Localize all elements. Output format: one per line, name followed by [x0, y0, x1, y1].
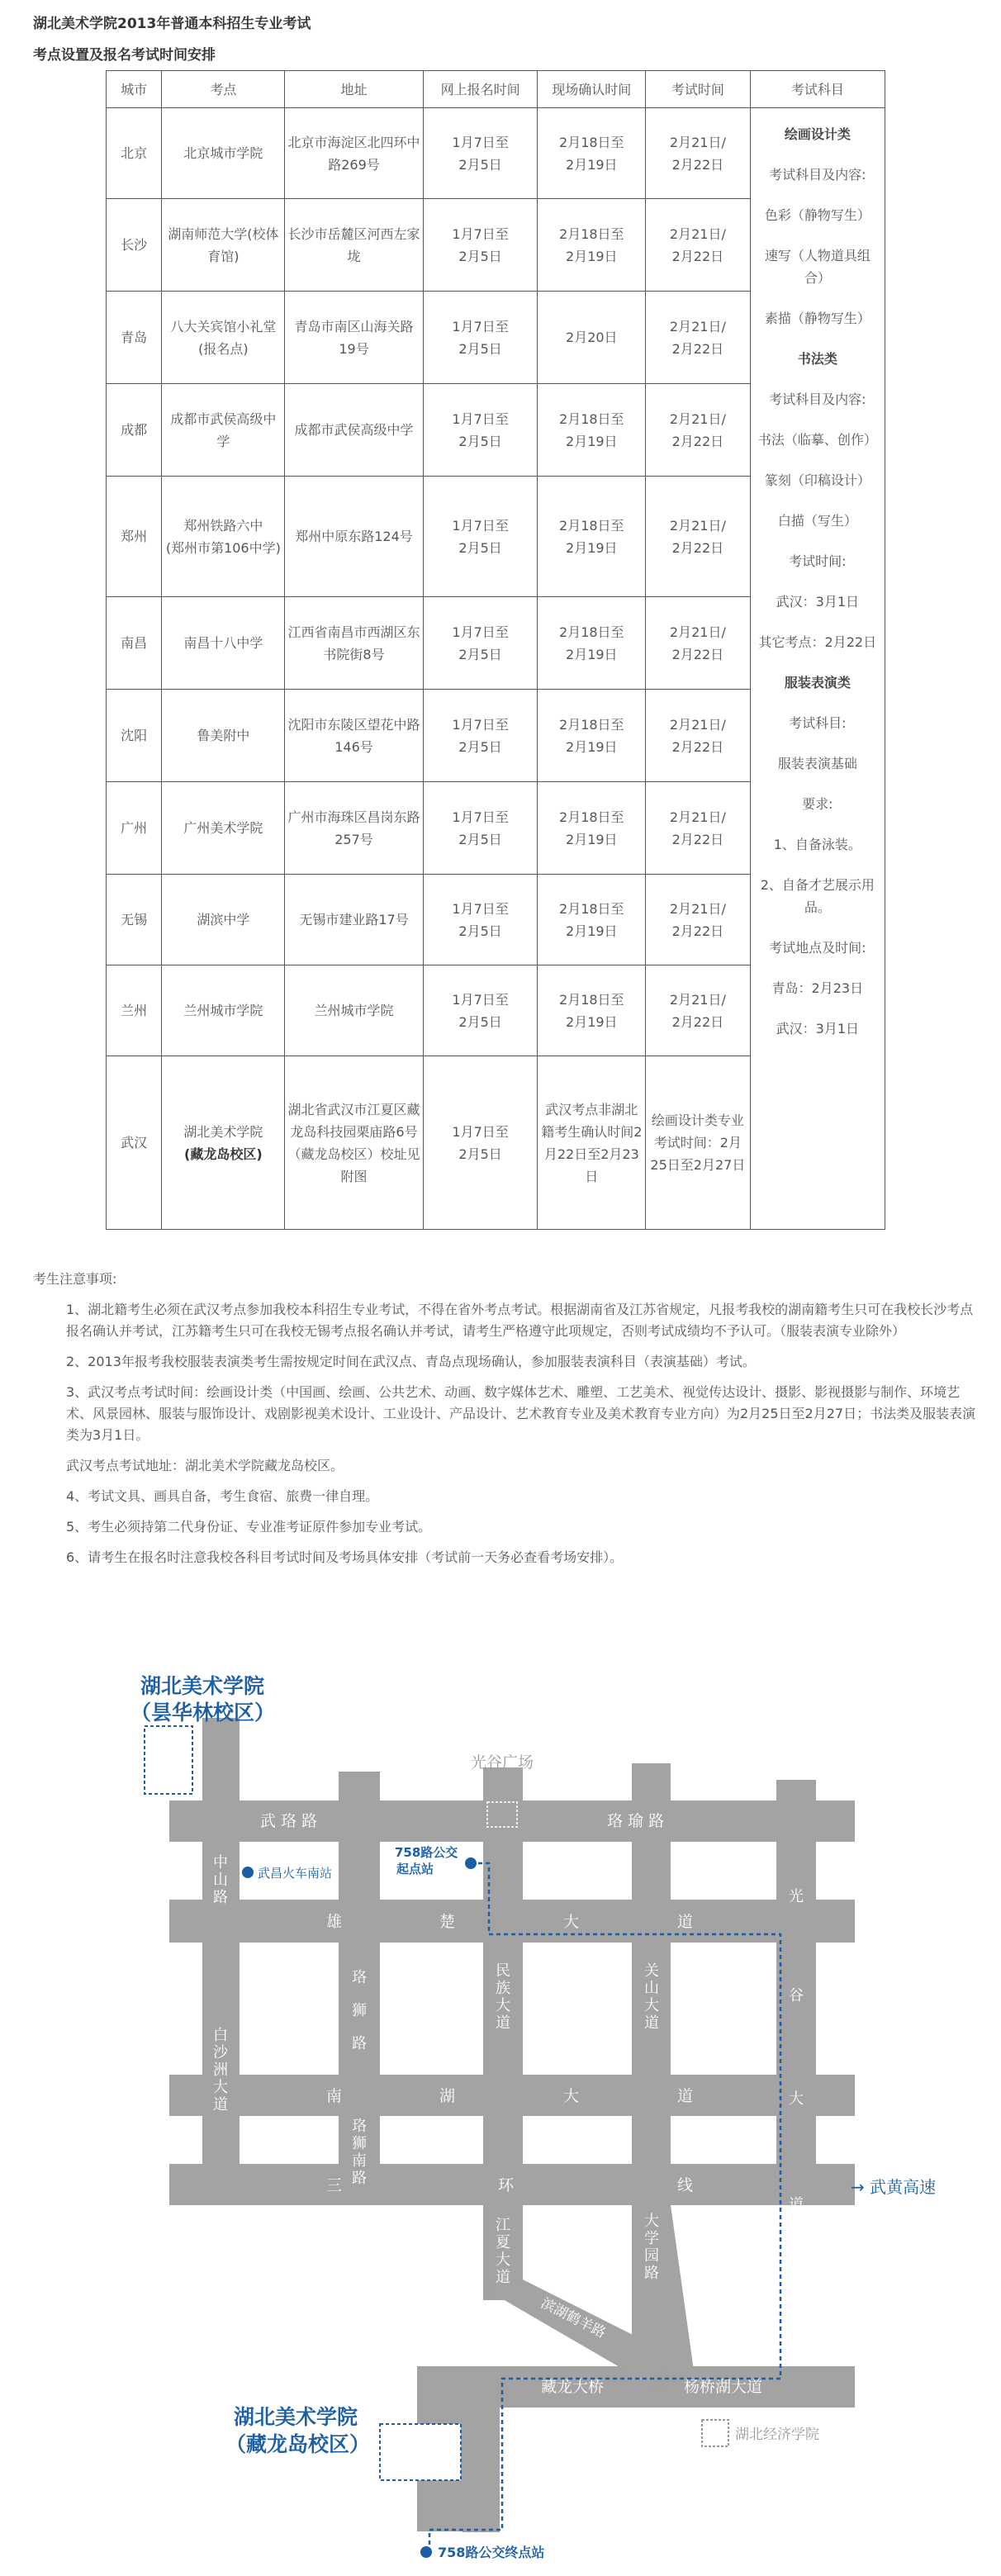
guanggu-square-label: 光谷广场	[471, 1753, 534, 1772]
address-cell	[285, 292, 423, 384]
exam-time-cell	[646, 292, 751, 384]
address-cell-text: 北京市海淀区北四环中路269号	[287, 134, 420, 173]
road-label-baisha: 道	[213, 2096, 228, 2113]
exam-time-cell-text: 2月22日	[671, 433, 724, 449]
subject-line: 考试科目及内容:	[769, 391, 866, 407]
note-item: 1、湖北籍考生必须在武汉考点参加我校本科招生专业考试，不得在省外考点考试。根据湖南省及江苏省规定，凡报考我校的湖南籍考生只可在我校长沙考点报名确认并考试，江苏籍考生只可在我校无锡考点报名确认并考试，请考生严格遵守此项规定，否则考试成绩均不予认可。（服装表演专业除外）	[66, 1302, 974, 1339]
note-item: 5、考生必须持第二代身份证、专业准考证原件参加专业考试。	[66, 1519, 432, 1535]
venue-cell-text: 广州美术学院	[183, 820, 263, 836]
subject-line: 服装表演基础	[777, 756, 857, 771]
road-label-guanggu-ave: 谷	[789, 1987, 804, 2004]
confirm-cell-text: 2月19日	[566, 646, 618, 662]
online-cell	[423, 292, 538, 384]
column-header: 考试时间	[646, 71, 751, 108]
online-cell-text: 1月7日至	[452, 900, 509, 917]
road-label-guanshan: 大	[644, 1997, 659, 2014]
confirm-cell-text: 2月19日	[566, 433, 618, 449]
city-cell	[107, 1056, 162, 1230]
subject-line: 色彩（静物写生）	[764, 207, 871, 223]
column-header: 地址	[285, 71, 423, 108]
confirm-cell-text: 2月18日至	[559, 410, 624, 427]
road-label-nanhu: 南	[326, 2087, 343, 2105]
venue-cell	[162, 875, 285, 965]
confirm-cell-text: 2月18日至	[559, 900, 624, 917]
road-label-guanggu-ave: 道	[789, 2196, 804, 2213]
road-label-luoshi-south: 狮	[352, 2135, 367, 2152]
city-cell-text: 长沙	[121, 237, 148, 253]
subject-line: 素描（静物写生）	[764, 311, 871, 326]
confirm-cell	[538, 384, 646, 477]
exam-time-cell	[646, 477, 751, 597]
address-cell-text: 湖北省武汉市江夏区藏龙岛科技园栗庙路6号（藏龙岛校区）校址见附图	[287, 1101, 420, 1184]
city-cell-text: 北京	[121, 145, 148, 161]
subject-line: 考试科目:	[789, 715, 847, 731]
subject-line: 考试科目及内容:	[769, 167, 866, 183]
exam-time-cell-text: 2月21日/	[669, 716, 726, 733]
road-label-xiongchu: 道	[677, 1913, 694, 1931]
city-cell	[107, 597, 162, 690]
road-label-guanshan: 山	[644, 1980, 659, 1997]
exam-time-cell	[646, 597, 751, 690]
top-campus-district: （昙华林校区）	[130, 1701, 276, 1724]
exam-time-cell-text: 2月22日	[671, 248, 724, 264]
address-cell	[285, 965, 423, 1056]
confirm-cell	[538, 875, 646, 965]
venue-cell-text: (藏龙岛校区)	[184, 1146, 263, 1162]
address-cell	[285, 477, 423, 597]
venue-cell	[162, 782, 285, 875]
exam-time-cell-text: 绘画设计类专业考试时间：2月25日至2月27日	[650, 1112, 746, 1173]
exam-time-cell-text: 2月21日/	[669, 225, 726, 242]
wuchang-station-dot	[242, 1867, 254, 1878]
road-label-sanhuan: 线	[677, 2176, 694, 2194]
road-label-minzu: 道	[496, 2014, 510, 2032]
address-cell	[285, 199, 423, 292]
document-title: 湖北美术学院2013年普通本科招生专业考试	[33, 16, 311, 32]
subject-line: 服装表演类	[784, 675, 851, 690]
online-cell-text: 1月7日至	[452, 991, 509, 1008]
top-campus-name: 湖北美术学院	[140, 1674, 265, 1698]
subject-line: 书法类	[797, 351, 837, 367]
road-label-xiongchu: 雄	[326, 1913, 343, 1931]
exam-time-cell	[646, 965, 751, 1056]
exam-time-cell-text: 2月21日/	[669, 809, 726, 825]
road-label-guanggu-ave: 光	[789, 1888, 804, 1905]
road-label-luoshi-south: 南	[352, 2152, 367, 2170]
venue-cell	[162, 965, 285, 1056]
venue-cell-text: 八大关宾馆小礼堂(报名点)	[170, 318, 277, 357]
venue-cell-text: 兰州城市学院	[183, 1003, 263, 1018]
online-cell	[423, 690, 538, 782]
confirm-cell-text: 2月19日	[566, 831, 618, 847]
exam-schedule-table	[106, 70, 885, 1230]
exam-time-cell-text: 2月22日	[671, 539, 724, 556]
confirm-cell	[538, 690, 646, 782]
address-cell-text: 江西省南昌市西湖区东书院街8号	[287, 624, 420, 662]
road-label-baisha: 白	[213, 2027, 228, 2044]
road-label-nanhu: 湖	[439, 2087, 456, 2105]
road-label-daxueyuan: 路	[644, 2265, 659, 2282]
address-cell	[285, 782, 423, 875]
document-subtitle: 考点设置及报名考试时间安排	[33, 47, 216, 64]
road-label-luoshi: 珞	[352, 1969, 367, 1986]
exam-time-cell-text: 2月22日	[671, 923, 724, 939]
road-label-jiangxia: 夏	[496, 2234, 510, 2251]
road-label-binhu: 滨湖鹤羊路	[538, 2294, 609, 2342]
confirm-cell-text: 2月19日	[566, 539, 618, 556]
exam-time-cell	[646, 1056, 751, 1230]
confirm-cell	[538, 477, 646, 597]
address-cell-text: 沈阳市东陵区望花中路146号	[287, 716, 420, 755]
online-cell	[423, 108, 538, 199]
confirm-cell-text: 2月18日至	[559, 517, 624, 534]
exam-time-cell	[646, 108, 751, 199]
venue-cell-text: 北京城市学院	[183, 145, 263, 161]
address-cell	[285, 384, 423, 477]
city-cell	[107, 384, 162, 477]
subject-line: 白描（写生）	[777, 513, 857, 529]
road-label-wuluo: 武 珞 路	[260, 1812, 318, 1830]
road-label-xiongchu: 大	[563, 1913, 580, 1931]
online-cell-text: 2月5日	[458, 539, 502, 556]
city-cell	[107, 199, 162, 292]
venue-cell-text: 南昌十八中学	[183, 635, 263, 651]
confirm-cell	[538, 1056, 646, 1230]
venue-cell-text: 湖北美术学院	[183, 1123, 263, 1140]
exam-time-cell-text: 2月22日	[671, 340, 724, 357]
city-cell	[107, 782, 162, 875]
online-cell-text: 1月7日至	[452, 809, 509, 825]
note-item: 4、考试文具、画具自备，考生食宿、旅费一律自理。	[66, 1488, 379, 1504]
subject-line: 武汉：3月1日	[776, 594, 860, 610]
online-cell-text: 1月7日至	[452, 517, 509, 534]
economic-college-label: 湖北经济学院	[735, 2427, 819, 2443]
venue-cell-text: 成都市武侯高级中学	[170, 410, 277, 449]
subject-line: 书法（临摹、创作）	[757, 432, 877, 448]
confirm-cell-text: 2月19日	[566, 156, 618, 173]
confirm-cell-text: 2月18日至	[559, 225, 624, 242]
city-cell	[107, 965, 162, 1056]
online-cell-text: 2月5日	[458, 923, 502, 939]
road-label-jiangxia: 大	[496, 2251, 510, 2269]
address-cell-text: 郑州中原东路124号	[295, 529, 413, 544]
top-campus-marker	[145, 1726, 192, 1794]
venue-cell-text: 郑州铁路六中	[183, 517, 263, 534]
road-label-minzu: 民	[496, 1962, 510, 1980]
subject-line: 绘画设计类	[784, 126, 851, 142]
city-cell-text: 广州	[121, 820, 148, 836]
road-label-zhongshan: 山	[213, 1872, 228, 1889]
venue-cell	[162, 292, 285, 384]
exam-time-cell-text: 2月21日/	[669, 410, 726, 427]
confirm-cell-text: 2月19日	[566, 1013, 618, 1030]
city-cell-text: 武汉	[121, 1135, 148, 1150]
column-header: 考试科目	[750, 71, 885, 108]
road-label-jiangxia: 江	[496, 2217, 510, 2234]
city-cell-text: 青岛	[121, 330, 148, 345]
confirm-cell-text: 2月18日至	[559, 716, 624, 733]
venue-cell	[162, 384, 285, 477]
column-header: 城市	[107, 71, 162, 108]
road-label-guanggu-ave: 大	[789, 2090, 804, 2108]
column-header: 网上报名时间	[423, 71, 538, 108]
confirm-cell	[538, 597, 646, 690]
confirm-cell	[538, 199, 646, 292]
venue-cell	[162, 199, 285, 292]
online-cell-text: 1月7日至	[452, 410, 509, 427]
venue-cell-text: 鲁美附中	[197, 728, 250, 743]
venue-cell	[162, 477, 285, 597]
subject-line: 青岛：2月23日	[771, 980, 864, 996]
address-cell	[285, 108, 423, 199]
address-cell-text: 成都市武侯高级中学	[294, 422, 414, 438]
exam-time-cell-text: 2月21日/	[669, 318, 726, 334]
wuchang-station-label: 武昌火车南站	[258, 1866, 333, 1881]
economic-college-marker	[702, 2420, 728, 2446]
city-cell-text: 兰州	[121, 1003, 148, 1018]
subject-line: 其它考点：2月22日	[758, 634, 877, 650]
exam-time-cell-text: 2月22日	[671, 738, 724, 755]
subject-line: 要求:	[802, 796, 833, 812]
confirm-cell-text: 武汉考点非湖北籍考生确认时间2月22日至2月23日	[541, 1101, 643, 1184]
confirm-cell-text: 2月19日	[566, 923, 618, 939]
road-label-zhongshan: 路	[213, 1889, 228, 1906]
road-label-xiongchu: 楚	[439, 1913, 456, 1931]
online-cell-text: 1月7日至	[452, 624, 509, 640]
road-label-minzu: 族	[496, 1980, 510, 1997]
venue-cell	[162, 1056, 285, 1230]
online-cell-text: 2月5日	[458, 738, 502, 755]
road-label-luoshi-south: 路	[352, 2170, 367, 2187]
online-cell	[423, 597, 538, 690]
confirm-cell	[538, 108, 646, 199]
address-cell	[285, 597, 423, 690]
bottom-campus-district: （藏龙岛校区）	[225, 2432, 371, 2456]
confirm-cell	[538, 965, 646, 1056]
subject-line: 考试时间:	[789, 553, 847, 569]
online-cell-text: 2月5日	[458, 1013, 502, 1030]
bottom-campus-name: 湖北美术学院	[234, 2405, 358, 2429]
notes-heading: 考生注意事项:	[33, 1271, 117, 1287]
exam-time-cell-text: 2月21日/	[669, 517, 726, 534]
road-label-sanhuan: 环	[498, 2176, 515, 2194]
subject-line: 考试地点及时间:	[769, 940, 866, 956]
road-label-nanhu: 大	[563, 2087, 580, 2105]
online-cell	[423, 875, 538, 965]
subject-line: 速写（人物道具组合）	[764, 248, 871, 286]
address-cell	[285, 1056, 423, 1230]
online-cell-text: 2月5日	[458, 646, 502, 662]
road-label-guanshan: 道	[644, 2014, 659, 2032]
confirm-cell-text: 2月18日至	[559, 134, 624, 150]
online-cell-text: 2月5日	[458, 1146, 502, 1162]
venue-cell	[162, 108, 285, 199]
note-item: 武汉考点考试地址：湖北美术学院藏龙岛校区。	[66, 1458, 344, 1473]
road-label-luoshi: 狮	[352, 2002, 367, 2019]
road-label-daxueyuan: 学	[644, 2230, 659, 2247]
confirm-cell-text: 2月18日至	[559, 809, 624, 825]
road-label-zhongshan: 中	[213, 1854, 228, 1872]
bus-start-label-line2: 起点站	[396, 1862, 434, 1876]
road-label-luoyu: 珞 瑜 路	[607, 1812, 665, 1830]
exam-time-cell	[646, 384, 751, 477]
exam-time-cell	[646, 875, 751, 965]
exam-time-cell-text: 2月22日	[671, 156, 724, 173]
confirm-cell	[538, 292, 646, 384]
online-cell	[423, 384, 538, 477]
city-cell-text: 成都	[121, 422, 148, 438]
exam-time-cell-text: 2月21日/	[669, 624, 726, 640]
bus-start-label-line1: 758路公交	[395, 1845, 458, 1860]
city-cell-text: 郑州	[121, 529, 148, 544]
venue-cell	[162, 690, 285, 782]
online-cell	[423, 965, 538, 1056]
exam-time-cell-text: 2月22日	[671, 1013, 724, 1030]
expressway-label: → 武黄高速	[851, 2177, 937, 2197]
confirm-cell	[538, 782, 646, 875]
subject-line: 2、自备才艺展示用品。	[760, 877, 875, 915]
city-cell	[107, 292, 162, 384]
confirm-cell-text: 2月19日	[566, 738, 618, 755]
city-cell-text: 南昌	[121, 635, 148, 651]
address-cell	[285, 875, 423, 965]
road-label-guanshan: 关	[644, 1962, 659, 1980]
venue-cell	[162, 597, 285, 690]
confirm-cell-text: 2月18日至	[559, 624, 624, 640]
online-cell-text: 1月7日至	[452, 716, 509, 733]
address-cell-text: 广州市海珠区昌岗东路257号	[287, 809, 420, 847]
subject-line: 1、自备泳装。	[773, 837, 861, 852]
online-cell	[423, 199, 538, 292]
exam-time-cell	[646, 782, 751, 875]
road-label-daxueyuan: 大	[644, 2213, 659, 2230]
address-cell-text: 青岛市南区山海关路19号	[294, 318, 414, 357]
address-cell-text: 无锡市建业路17号	[299, 912, 409, 927]
road-label-minzu: 大	[496, 1997, 510, 2014]
road-label-baisha: 洲	[213, 2061, 228, 2079]
venue-cell-text: (郑州市第106中学)	[165, 539, 281, 556]
table-header-row	[107, 71, 885, 108]
note-item: 3、武汉考点考试时间：绘画设计类（中国画、绘画、公共艺术、动画、数字媒体艺术、雕塑、工艺美术、视觉传达设计、摄影、影视摄影与制作、环境艺术、风景园林、服装与服饰设计、戏剧影视美术设计、工业设计、产品设计、艺术教育专业及美术教育专业方向）为2月25日至2月27日；书法类及服装表演类为3月1日。	[66, 1384, 976, 1443]
exam-time-cell-text: 2月21日/	[669, 134, 726, 150]
exam-time-cell-text: 2月22日	[671, 831, 724, 847]
online-cell	[423, 1056, 538, 1230]
venue-cell-text: 湖滨中学	[197, 912, 250, 927]
address-cell-text: 长沙市岳麓区河西左家垅	[287, 225, 420, 264]
subject-line: 武汉：3月1日	[776, 1021, 860, 1037]
city-cell	[107, 690, 162, 782]
exam-time-cell	[646, 199, 751, 292]
exam-time-cell-text: 2月21日/	[669, 900, 726, 917]
road-label-luoshi-south: 珞	[352, 2118, 367, 2135]
road-label-canglong-bridge: 藏龙大桥	[541, 2378, 605, 2396]
online-cell-text: 1月7日至	[452, 134, 509, 150]
confirm-cell-text: 2月18日至	[559, 991, 624, 1008]
online-cell-text: 2月5日	[458, 156, 502, 173]
note-item: 6、请考生在报名时注意我校各科目考试时间及考场具体安排（考试前一天务必查看考场安排）。	[66, 1549, 624, 1565]
online-cell	[423, 477, 538, 597]
table-row	[107, 108, 885, 199]
bus-end-label: 758路公交终点站	[438, 2545, 545, 2560]
road-label-sanhuan: 三	[326, 2176, 343, 2194]
note-item: 2、2013年报考我校服装表演类考生需按规定时间在武汉点、青岛点现场确认，参加服装表演科目（表演基础）考试。	[66, 1354, 756, 1369]
road-label-daxueyuan: 园	[644, 2247, 659, 2265]
confirm-cell-text: 2月20日	[566, 330, 618, 345]
road-label-yangqiao: 杨桥湖大道	[684, 2378, 763, 2396]
online-cell-text: 2月5日	[458, 248, 502, 264]
exam-time-cell	[646, 690, 751, 782]
exam-time-cell-text: 2月22日	[671, 646, 724, 662]
address-cell-text: 兰州城市学院	[314, 1003, 394, 1018]
road-label-luoshi: 路	[352, 2035, 367, 2052]
online-cell-text: 2月5日	[458, 831, 502, 847]
address-cell	[285, 690, 423, 782]
online-cell	[423, 782, 538, 875]
city-cell	[107, 477, 162, 597]
column-header: 现场确认时间	[538, 71, 646, 108]
road-label-baisha: 大	[213, 2079, 228, 2096]
city-cell	[107, 108, 162, 199]
online-cell-text: 1月7日至	[452, 318, 509, 334]
road-label-baisha: 沙	[213, 2044, 228, 2061]
exam-notes	[33, 1269, 984, 1577]
road-label-nanhu: 道	[677, 2087, 694, 2105]
venue-cell-text: 湖南师范大学(校体育馆)	[168, 225, 279, 264]
city-cell-text: 沈阳	[121, 728, 148, 743]
online-cell-text: 1月7日至	[452, 1123, 509, 1140]
exam-time-cell-text: 2月21日/	[669, 991, 726, 1008]
city-cell-text: 无锡	[121, 912, 148, 927]
campus-location-map	[0, 1644, 1001, 2576]
subject-line: 篆刻（印稿设计）	[764, 472, 871, 488]
confirm-cell-text: 2月19日	[566, 248, 618, 264]
bottom-campus-marker	[380, 2424, 461, 2480]
exam-subjects-cell	[750, 108, 885, 1230]
online-cell-text: 1月7日至	[452, 225, 509, 242]
online-cell-text: 2月5日	[458, 340, 502, 357]
road-label-jiangxia: 道	[496, 2269, 510, 2286]
online-cell-text: 2月5日	[458, 433, 502, 449]
column-header: 考点	[162, 71, 285, 108]
city-cell	[107, 875, 162, 965]
